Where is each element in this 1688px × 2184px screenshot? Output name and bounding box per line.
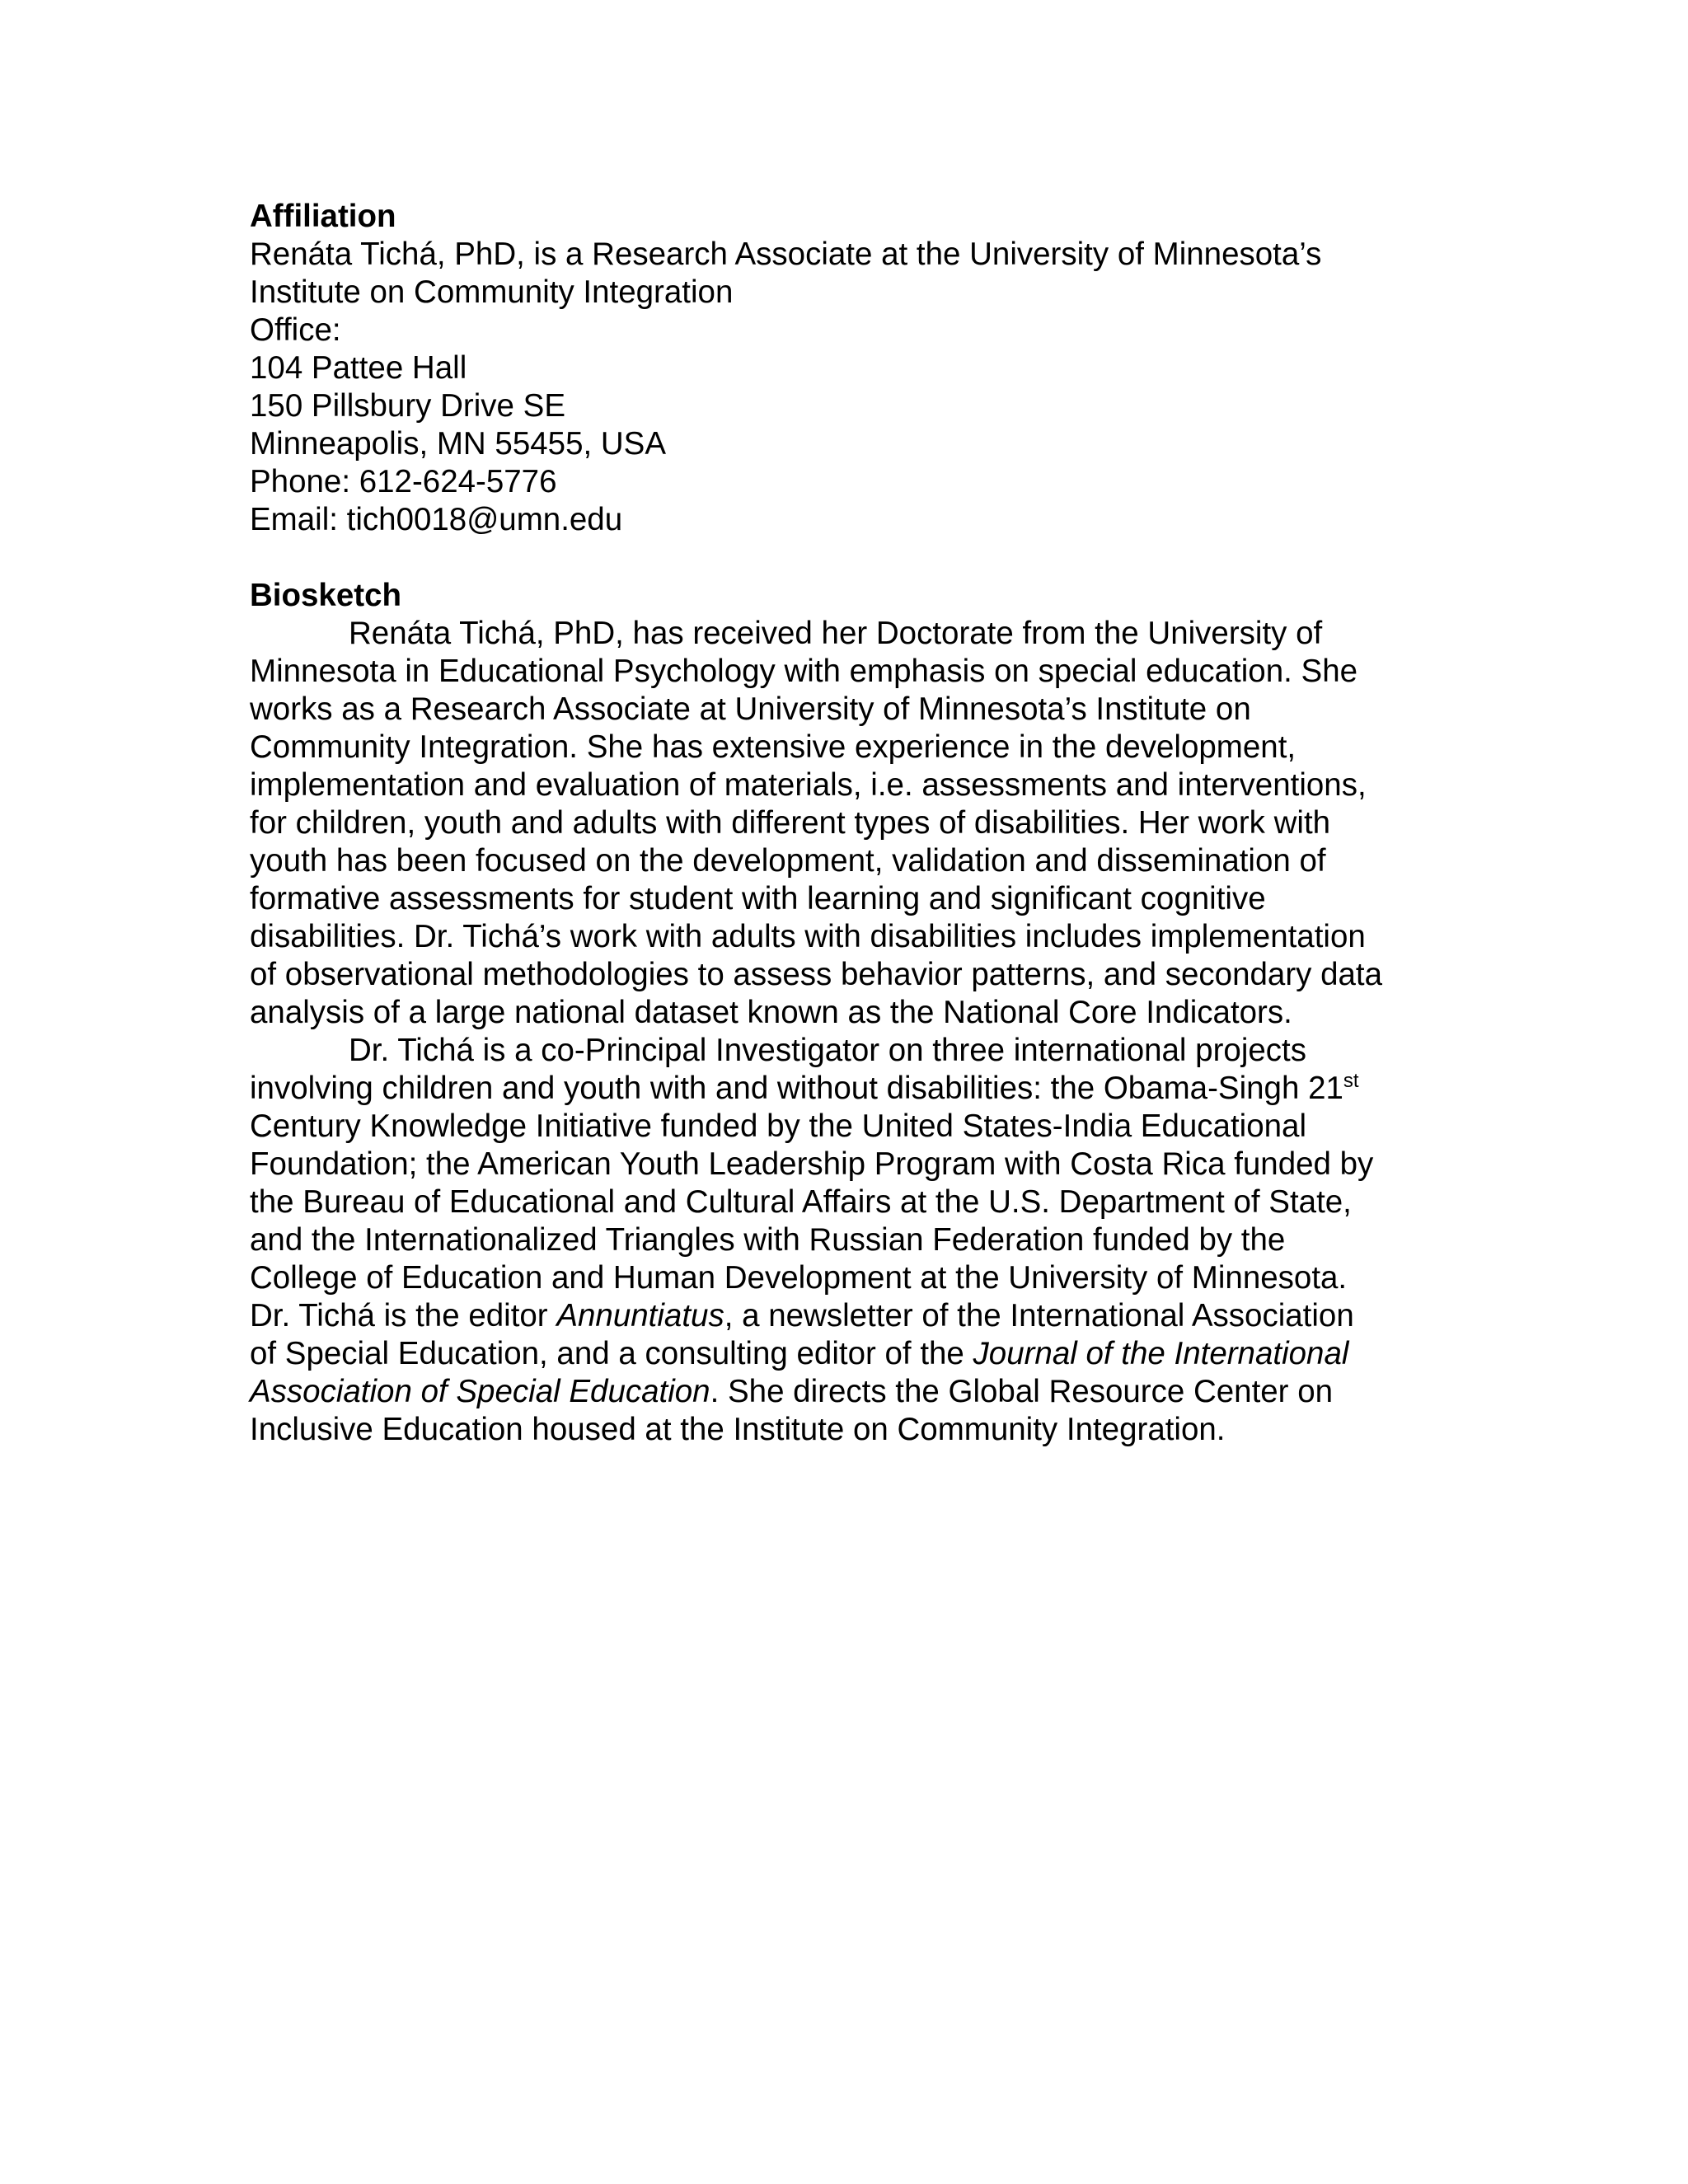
biosketch-heading: Biosketch: [250, 578, 402, 613]
paragraph-line: [250, 1335, 1453, 1373]
paragraph-line: for children, youth and adults with different types of disabilities. Her work with: [250, 805, 1331, 841]
affiliation-line: Institute on Community Integration: [250, 274, 734, 310]
office-label: Office:: [250, 312, 341, 348]
address-line: 150 Pillsbury Drive SE: [250, 388, 566, 424]
paragraph-line: youth has been focused on the development, validation and dissemination of: [250, 843, 1326, 879]
newsletter-title: Annuntiatus: [556, 1298, 724, 1333]
section-spacer: [250, 539, 1453, 577]
paragraph-line: Minnesota in Educational Psychology with emphasis on special education. She: [250, 654, 1358, 689]
paragraph-line: formative assessments for student with learning and significant cognitive: [250, 881, 1266, 916]
paragraph-text: . She directs the Global Resource Center on: [710, 1374, 1334, 1409]
paragraph-text: of Special Education, and a consulting editor of the: [250, 1336, 973, 1371]
journal-title: Journal of the International: [973, 1336, 1349, 1371]
ordinal-superscript: st: [1343, 1070, 1359, 1092]
paragraph-line: Community Integration. She has extensive experience in the development,: [250, 729, 1296, 765]
paragraph-text: Dr. Tichá is the editor: [250, 1298, 557, 1333]
paragraph-line: implementation and evaluation of materials, i.e. assessments and interventions,: [250, 767, 1367, 803]
document-page: [250, 198, 1453, 1449]
paragraph-text: , a newsletter of the International Association: [724, 1298, 1354, 1333]
address-line: Minneapolis, MN 55455, USA: [250, 426, 667, 462]
paragraph-line: Dr. Tichá is a co-Principal Investigator on three international projects: [349, 1033, 1306, 1068]
paragraph-text: involving children and youth with and without disabilities: the Obama-Singh 21: [250, 1071, 1343, 1106]
biosketch-paragraph-2: [250, 1032, 1453, 1449]
paragraph-line: Renáta Tichá, PhD, has received her Doctorate from the University of: [349, 616, 1323, 651]
paragraph-line: Inclusive Education housed at the Institute on Community Integration.: [250, 1412, 1226, 1447]
address-line: 104 Pattee Hall: [250, 350, 467, 386]
paragraph-line: of observational methodologies to assess behavior patterns, and secondary data: [250, 957, 1383, 992]
paragraph-line: works as a Research Associate at University of Minnesota’s Institute on: [250, 691, 1251, 727]
paragraph-line: College of Education and Human Development at the University of Minnesota.: [250, 1260, 1348, 1296]
paragraph-line: analysis of a large national dataset known as the National Core Indicators.: [250, 995, 1292, 1030]
paragraph-line: Foundation; the American Youth Leadership Program with Costa Rica funded by: [250, 1146, 1374, 1182]
paragraph-line: [250, 1297, 1453, 1335]
paragraph-line: and the Internationalized Triangles with Russian Federation funded by the: [250, 1222, 1286, 1258]
journal-title: Association of Special Education: [250, 1374, 710, 1409]
paragraph-line: [250, 1070, 1453, 1108]
email-line: Email: tich0018@umn.edu: [250, 502, 623, 537]
biosketch-paragraph-1: [250, 615, 1453, 1032]
affiliation-heading: Affiliation: [250, 199, 396, 234]
affiliation-line: Renáta Tichá, PhD, is a Research Associate at the University of Minnesota’s: [250, 237, 1322, 272]
paragraph-line: [250, 1373, 1453, 1411]
paragraph-line: the Bureau of Educational and Cultural Affairs at the U.S. Department of State,: [250, 1184, 1352, 1220]
phone-line: Phone: 612-624-5776: [250, 464, 557, 499]
paragraph-line: disabilities. Dr. Tichá’s work with adults with disabilities includes implementation: [250, 919, 1366, 954]
paragraph-line: Century Knowledge Initiative funded by the United States-India Educational: [250, 1108, 1307, 1144]
